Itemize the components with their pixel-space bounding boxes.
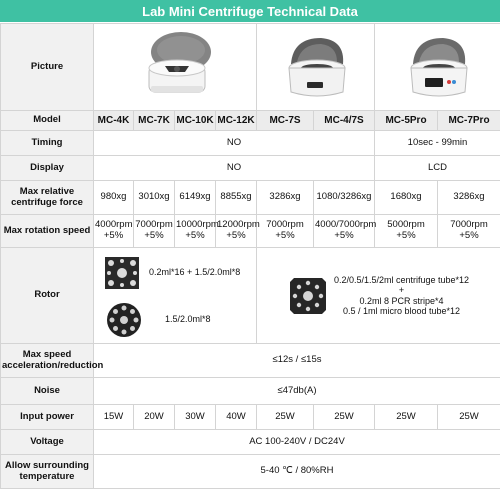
display-row — [1, 156, 500, 181]
power-row — [1, 405, 500, 430]
model-cell: MC-10K — [175, 111, 216, 131]
accel-value: ≤12s / ≤15s — [94, 344, 500, 378]
rcf-cell: 3286xg — [257, 181, 314, 215]
speed-cell: 7000rpm +5% — [257, 215, 314, 248]
label-noise: Noise — [1, 378, 94, 405]
rcf-cell: 1080/3286xg — [314, 181, 375, 215]
label-temperature: Allow surrounding temperature — [1, 455, 94, 489]
rcf-cell: 980xg — [94, 181, 134, 215]
rcf-cell: 3010xg — [134, 181, 175, 215]
temperature-row — [1, 455, 500, 489]
noise-row — [1, 378, 500, 405]
centrifuge-pro-image — [403, 30, 473, 104]
label-model: Model — [1, 111, 94, 131]
model-row — [1, 111, 500, 131]
picture-row — [1, 24, 500, 111]
rotor-left-bottom-text: 1.5/2.0ml*8 — [165, 314, 211, 325]
rotor-s-pro — [257, 248, 500, 344]
power-cell: 40W — [216, 405, 257, 430]
rcf-cell: 1680xg — [375, 181, 438, 215]
speed-cell: 7000rpm +5% — [438, 215, 500, 248]
temperature-value: 5-40 ℃ / 80%RH — [94, 455, 500, 489]
rcf-cell: 6149xg — [175, 181, 216, 215]
power-cell: 15W — [94, 405, 134, 430]
label-picture: Picture — [1, 24, 94, 111]
power-cell: 25W — [257, 405, 314, 430]
speed-cell: 5000rpm +5% — [375, 215, 438, 248]
noise-value: ≤47db(A) — [94, 378, 500, 405]
rotor-basic — [94, 248, 257, 344]
label-display: Display — [1, 156, 94, 181]
rotor-combo-image — [101, 253, 143, 293]
timing-basic: NO — [94, 131, 375, 156]
rotor-8-hole-image — [105, 301, 143, 339]
timing-row — [1, 131, 500, 156]
speed-cell: 4000rpm +5% — [94, 215, 134, 248]
voltage-value: AC 100-240V / DC24V — [94, 430, 500, 455]
picture-basic — [94, 24, 257, 111]
picture-s — [257, 24, 375, 111]
model-cell: MC-7Pro — [438, 111, 500, 131]
label-voltage: Voltage — [1, 430, 94, 455]
rotor-right-text: 0.2/0.5/1.5/2ml centrifuge tube*12 + 0.2ml 8 PCR stripe*4 0.5 / 1ml micro blood tube*12 — [333, 274, 470, 316]
model-cell: MC-5Pro — [375, 111, 438, 131]
label-input-power: Input power — [1, 405, 94, 430]
speed-row — [1, 215, 500, 248]
rcf-cell: 8855xg — [216, 181, 257, 215]
model-cell: MC-4K — [94, 111, 134, 131]
picture-pro — [375, 24, 500, 111]
label-timing: Timing — [1, 131, 94, 156]
power-cell: 20W — [134, 405, 175, 430]
model-cell: MC-7S — [257, 111, 314, 131]
speed-cell: 10000rpm +5% — [175, 215, 216, 248]
label-accel: Max speed acceleration/reduction — [1, 344, 94, 378]
speed-cell: 4000/7000rpm +5% — [314, 215, 375, 248]
model-cell: MC-12K — [216, 111, 257, 131]
spec-table — [0, 23, 500, 489]
rotor-12-hole-image — [288, 276, 328, 316]
timing-pro: 10sec - 99min — [375, 131, 500, 156]
speed-cell: 12000rpm +5% — [216, 215, 257, 248]
power-cell: 25W — [438, 405, 500, 430]
speed-cell: 7000rpm +5% — [134, 215, 175, 248]
power-cell: 30W — [175, 405, 216, 430]
centrifuge-s-image — [281, 30, 351, 104]
rcf-cell: 3286xg — [438, 181, 500, 215]
centrifuge-open-lid-image — [135, 30, 215, 104]
voltage-row — [1, 430, 500, 455]
rotor-row — [1, 248, 500, 344]
sheet-title: Lab Mini Centrifuge Technical Data — [0, 0, 500, 22]
model-cell: MC-4/7S — [314, 111, 375, 131]
rcf-row — [1, 181, 500, 215]
label-rotor: Rotor — [1, 248, 94, 344]
label-max-rcf: Max relative centrifuge force — [1, 181, 94, 215]
model-cell: MC-7K — [134, 111, 175, 131]
power-cell: 25W — [314, 405, 375, 430]
rotor-left-top-text: 0.2ml*16 + 1.5/2.0ml*8 — [149, 267, 241, 278]
accel-row — [1, 344, 500, 378]
power-cell: 25W — [375, 405, 438, 430]
display-basic: NO — [94, 156, 375, 181]
display-pro: LCD — [375, 156, 500, 181]
label-max-speed: Max rotation speed — [1, 215, 94, 248]
